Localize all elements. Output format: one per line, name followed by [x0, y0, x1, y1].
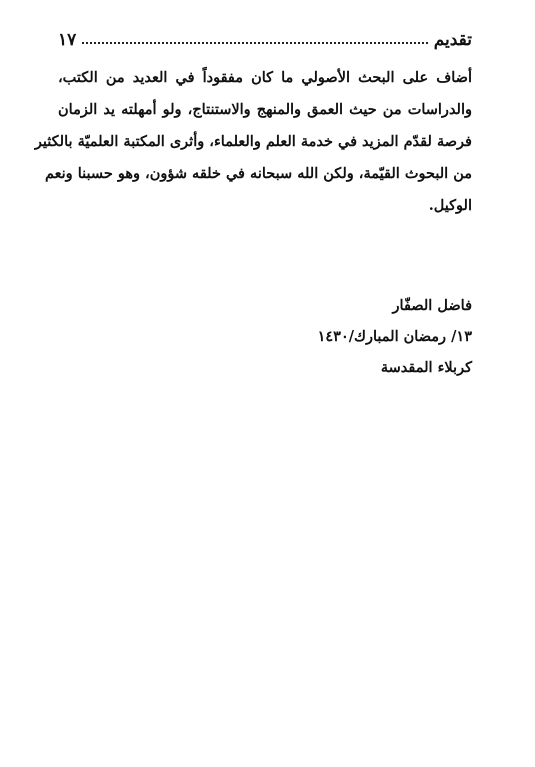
- leader-dots: [82, 41, 427, 44]
- signature-block: [172, 290, 472, 383]
- paragraph-line: أضاف على البحث الأصولي ما كان مفقوداً في العديد من الكتب،: [58, 69, 472, 86]
- author-name: فاضل الصفّار: [392, 297, 472, 314]
- paragraph-line: الوكيل.: [428, 197, 472, 214]
- body-paragraph: [34, 62, 472, 222]
- signature-place: كربلاء المقدسة: [380, 359, 472, 376]
- page-number: ١٧: [58, 30, 77, 50]
- paragraph-line: والدراسات من حيث العمق والمنهج والاستنتاج، ولو أمهلته يد الزمان: [58, 101, 472, 118]
- header-title: تقديم: [433, 30, 472, 50]
- running-header: [58, 24, 472, 50]
- signature-date: ١٣/ رمضان المبارك/١٤٣٠: [317, 328, 472, 345]
- paragraph-line: من البحوث القيّمة، ولكن الله سبحانه في خلقه شؤون، وهو حسبنا ونعم: [45, 165, 472, 182]
- paragraph-line: فرصة لقدّم المزيد في خدمة العلم والعلماء، وأثرى المكتبة العلميّة بالكثير: [34, 133, 472, 150]
